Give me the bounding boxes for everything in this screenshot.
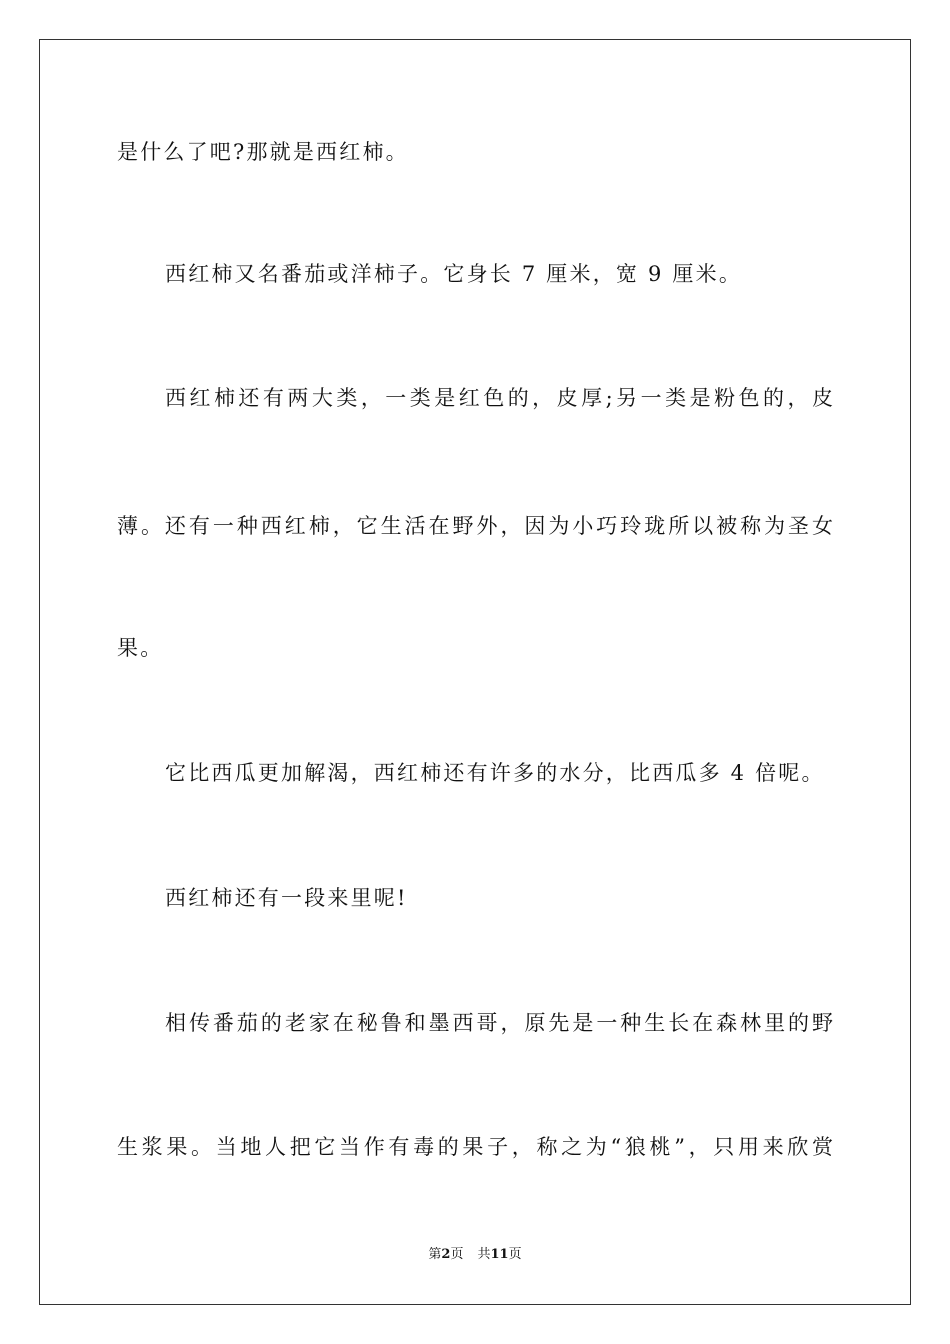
page-current: 2 (441, 1247, 451, 1262)
text-line-1: 是什么了吧?那就是西红柿。 (117, 140, 409, 164)
text-line-6: 它比西瓜更加解渴，西红柿还有许多的水分，比西瓜多 4 倍呢。 (165, 761, 825, 785)
text-line-3: 西红柿还有两大类，一类是红色的，皮厚;另一类是粉色的，皮 (165, 386, 833, 410)
total-suffix: 页 (508, 1247, 522, 1262)
total-prefix: 共 (477, 1247, 491, 1262)
text-line-2: 西红柿又名番茄或洋柿子。它身长 7 厘米，宽 9 厘米。 (165, 262, 743, 286)
page-suffix: 页 (450, 1247, 464, 1262)
text-line-5: 果。 (117, 636, 164, 660)
page-frame (39, 39, 911, 1305)
page-footer (0, 1246, 950, 1264)
text-line-4: 薄。还有一种西红柿，它生活在野外，因为小巧玲珑所以被称为圣女 (117, 514, 833, 538)
page-total: 11 (490, 1247, 509, 1262)
text-line-7: 西红柿还有一段来里呢! (165, 886, 408, 910)
text-line-9: 生浆果。当地人把它当作有毒的果子，称之为“狼桃”，只用来欣赏 (117, 1135, 833, 1159)
page-prefix: 第 (428, 1247, 442, 1262)
text-line-8: 相传番茄的老家在秘鲁和墨西哥，原先是一种生长在森林里的野 (165, 1011, 833, 1035)
